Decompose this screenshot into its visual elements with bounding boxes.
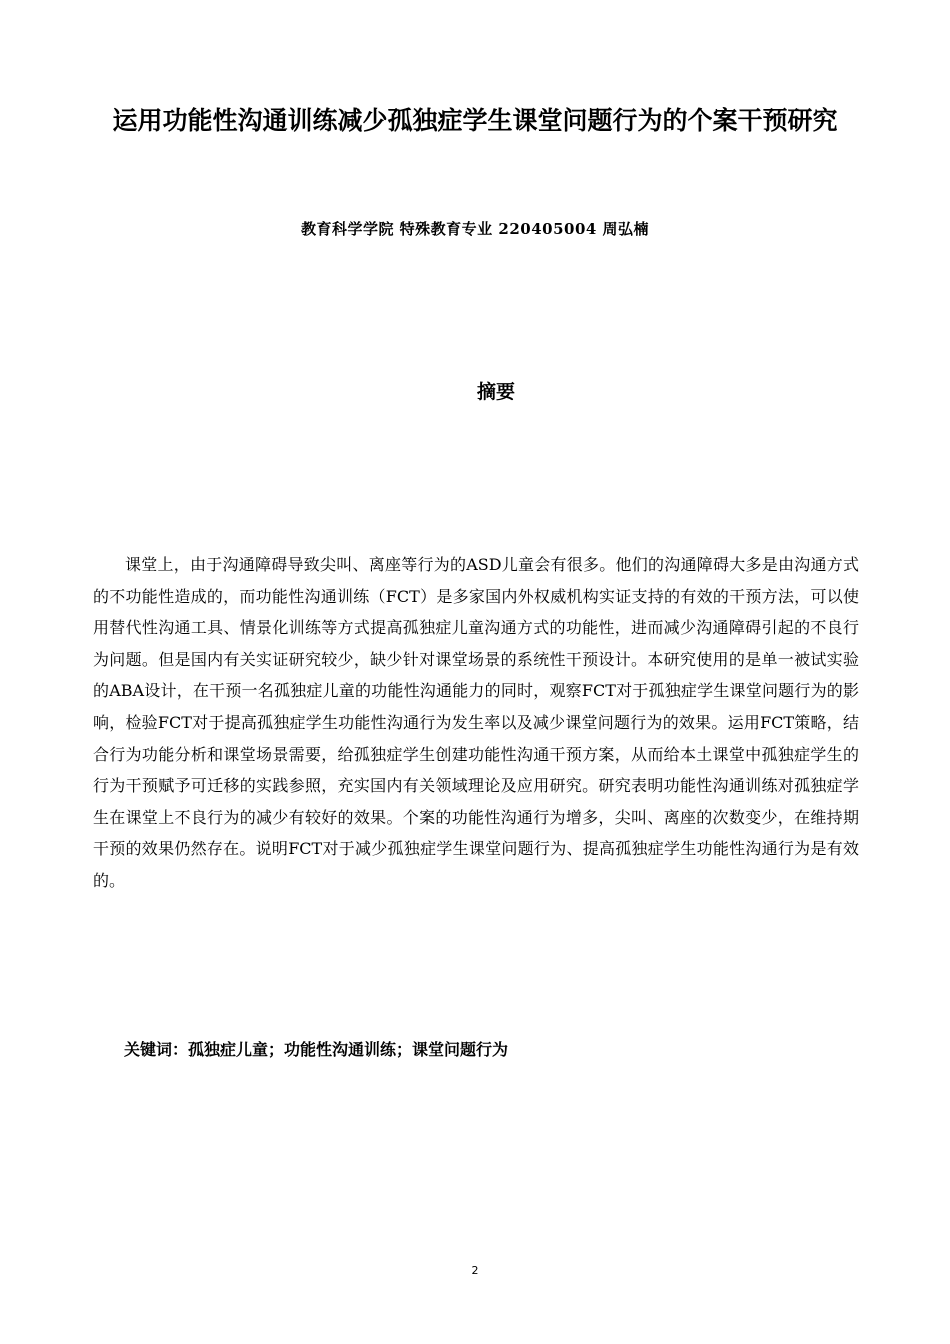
author-line: 教育科学学院 特殊教育专业 220405004 周弘楠	[300, 220, 650, 238]
abstract-body: 课堂上，由于沟通障碍导致尖叫、离座等行为的ASD儿童会有很多。他们的沟通障碍大多是由沟通方式的不功能性造成的，而功能性沟通训练（FCT）是多家国内外权威机构实证支持的有效的干预方法，可以使用替代性沟通工具、情景化训练等方式提高孤独症儿童沟通方式的功能性，进而减少沟通障碍引起的不良行为问题。但是国内有关实证研究较少，缺少针对课堂场景的系统性干预设计。本研究使用的是单一被试实验的ABA设计，在干预一名孤独症儿童的功能性沟通能力的同时，观察FCT对于孤独症学生课堂问题行为的影响，检验FCT对于提高孤独症学生功能性沟通行为发生率以及减少课堂问题行为的效果。运用FCT策略，结合行为功能分析和课堂场景需要，给孤独症学生创建功能性沟通干预方案，从而给本土课堂中孤独症学生的行为干预赋予可迁移的实践参照，充实国内有关领域理论及应用研究。研究表明功能性沟通训练对孤独症学生在课堂上不良行为的减少有较好的效果。个案的功能性沟通行为增多，尖叫、离座的次数变少，在维持期干预的效果仍然存在。说明FCT对于减少孤独症学生课堂问题行为、提高孤独症学生功能性沟通行为是有效的。	[93, 555, 859, 890]
paper-title: 运用功能性沟通训练减少孤独症学生课堂问题行为的个案干预研究	[112, 106, 838, 135]
page-number: 2	[471, 1264, 479, 1277]
keywords-line: 关键词：孤独症儿童；功能性沟通训练；课堂问题行为	[124, 1040, 509, 1059]
abstract-heading: 摘要	[476, 381, 515, 403]
